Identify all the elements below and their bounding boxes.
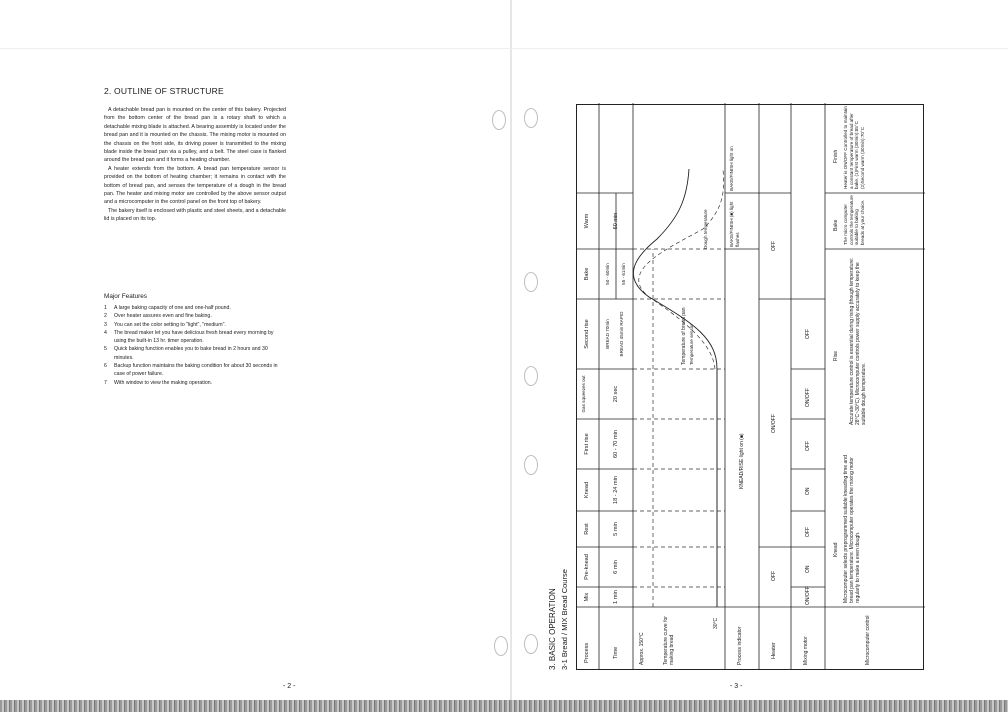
motor-mix: ON/OFF	[805, 586, 811, 605]
motor-first-rise: OFF	[805, 441, 811, 451]
indicator-knead-rise: KNEAD/RISE light on (■)	[739, 433, 745, 489]
paragraph-1: A detachable bread pan is mounted on the center of this bakery. Projected from the bottom center of the bread pan is a rotary shaft to which a detachable mixing blade is attached. A bearing assembly is located under the bread pan and it is mounted on the chassis. The mixing motor is mounted on the chassis on the front side, its driving power is transmitted to the mixing blade inside the bread pan via a pulley, and a belt. The steel case is flanked around the bread pan and it forms a heating chamber.	[104, 107, 286, 164]
motor-knead: ON	[805, 487, 811, 495]
feature-item: 1 A large baking capacity of one and one-half pound.	[104, 305, 231, 311]
temp-sensor-label: Temperature sensor	[689, 324, 694, 365]
time-mix: 1 min	[613, 590, 619, 604]
temp-bread-pan-label: Temperature of bread pan	[681, 307, 687, 365]
micro-knead-label: Knead	[833, 542, 839, 557]
process-gas-squeezes-out: Gas squeezes out	[581, 375, 586, 413]
basic-operation-title: 3. BASIC OPERATION	[548, 588, 557, 670]
row-label-time: Time	[613, 646, 619, 659]
time-rest: 5 min	[613, 522, 619, 536]
row-label-mixing-motor: Mixing motor	[803, 636, 809, 665]
paragraph-3: The bakery itself is enclosed with plastic and steel sheets, and a detachable lid is placed on its top.	[104, 207, 286, 223]
micro-rise-text: Accurate temperature control is essential during rising (though temperature: 28°C~30°C). Microcomputer controls power supply accurately to keep the suitable dough temperature.	[849, 257, 868, 425]
table-lines	[577, 103, 925, 669]
binding-hole	[494, 636, 508, 656]
dough-temperature-label: Dough temperature	[703, 209, 708, 249]
paragraph-2: A heater extends from the bottom. A bread pan temperature sensor is provided on the bottom of heating chamber; it remains in contact with the bottom of bread pan, and senses the temperature of a dough in the bread pan. The heater and mixing motor are controlled by the above sensor output and a microcomputer in the control panel on the front top of bakery.	[104, 165, 286, 206]
process-bake: Bake	[584, 267, 590, 281]
time-knead: 18 - 24 min	[613, 476, 619, 504]
feature-item: 6 Backup function maintains the baking condition for about 30 seconds in case of power failure.	[104, 363, 278, 378]
process-second-rise: Second rise	[584, 319, 590, 349]
row-label-temperature-curve: Temperature curve for making bread	[663, 616, 676, 665]
motor-gas-squeeze: ON/OFF	[805, 388, 811, 407]
row-label-process: Process	[584, 642, 590, 663]
time-second-rise-bread: BREAD 70min	[605, 319, 610, 349]
time-bake-top: 50 - 60min	[605, 263, 610, 285]
feature-item: 3 You can set the color setting to "light", "medium".	[104, 321, 226, 328]
temp-30c: 30°C	[713, 617, 719, 629]
heater-off-start: OFF	[771, 571, 777, 581]
page-number-left: - 2 -	[283, 683, 296, 690]
scan-edge-bottom	[0, 700, 1008, 712]
micro-bake-label: Bake	[833, 219, 839, 231]
motor-pre-knead: ON	[805, 565, 811, 573]
bread-course-subtitle: 3-1 Bread / MIX Bread Course	[560, 569, 569, 670]
bread-course-table-block	[548, 104, 932, 670]
structure-description	[104, 106, 286, 224]
time-pre-knead: 6 min	[613, 560, 619, 574]
micro-knead-text: Microcomputer selects preprogrammed suitable kneading time and bread pan temperature. Microcomputer operates the mixing motor regularly to make a even dough.	[843, 455, 862, 603]
process-knead: Knead	[584, 481, 590, 499]
page-number-right: - 3 -	[730, 683, 743, 690]
bread-course-table	[576, 104, 924, 670]
process-first-rise: First rise	[584, 433, 590, 455]
feature-item: 2 Over heater assures even and fine baking.	[104, 313, 212, 320]
micro-finish-label: Finish	[833, 149, 839, 163]
row-label-process-indicator: Process indicator	[737, 626, 743, 665]
micro-finish-text: Heater is ON/OFF Controlled to maintain a constant temperature of bread after bake. (1)First warm (30min):85°C (2)Second warm (30min):70°C	[843, 106, 865, 189]
process-pre-knead: Pre-knead	[584, 554, 590, 580]
feature-item: 7 With window to view the making operation.	[104, 379, 213, 386]
temp-approx-150: Approx. 150°C	[639, 632, 645, 665]
heater-off-bake: OFF	[771, 241, 777, 251]
features-title: Major Features	[104, 293, 147, 300]
time-first-rise: 60 - 70 min	[613, 430, 619, 458]
motor-rest: OFF	[805, 527, 811, 537]
row-label-heater: Heater	[771, 642, 777, 659]
time-warm: 60 min	[613, 212, 619, 230]
binding-hole	[492, 110, 506, 130]
micro-bake-text: The micro computer controls the temperature suitable to baking breads at your choice.	[843, 195, 865, 245]
time-second-rise-rapid: BREAD 45min RAPID	[619, 311, 624, 357]
micro-rise-label: Rise	[833, 350, 839, 361]
process-rest: Rest	[584, 523, 590, 535]
feature-item: 5 Quick baking function enables you to bake bread in 2 hours and 30 minutes.	[104, 346, 268, 361]
process-warm: Warm	[584, 213, 590, 229]
time-bake-bottom: 55 - 61min	[621, 263, 626, 285]
process-mix: Mix	[584, 592, 590, 602]
heater-onoff: ON/OFF	[771, 414, 777, 433]
motor-off-rest: OFF	[805, 329, 811, 339]
row-label-microcomputer-control: Microcomputer control	[865, 615, 871, 665]
time-gas-squeezes-out: 20 sec	[613, 385, 619, 403]
indicator-bake-finish-on: BAKE/FINISH light on	[729, 146, 734, 191]
feature-item: 4 The bread maker let you have delicious fresh bread every morning by using the built-in 13 hr. timer operation.	[104, 329, 274, 345]
indicator-bake-finish-flashes: BAKE/FINISH (■) light flashes	[729, 201, 740, 247]
section-heading: 2. OUTLINE OF STRUCTURE	[104, 86, 224, 96]
features-list	[104, 304, 286, 387]
